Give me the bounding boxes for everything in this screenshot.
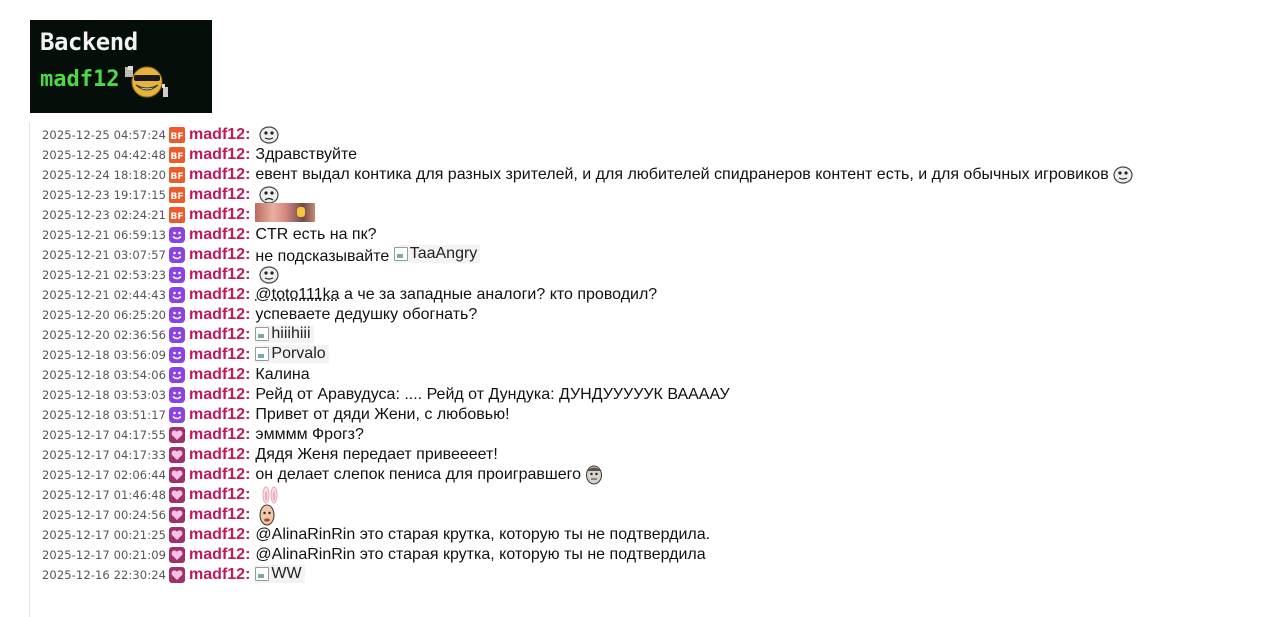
message-timestamp: 2025-12-25 04:57:24 [42,128,167,142]
message-username[interactable]: madf12: [189,306,251,323]
man-face-emote-icon [581,466,603,483]
emote-alt-text: Porvalo [271,344,326,362]
bf-badge-icon [169,207,185,223]
chat-message-row [42,565,1242,585]
message-text [255,465,603,485]
message-text [255,504,275,526]
bf-badge-icon [169,167,185,183]
broken-image-icon [255,347,269,361]
broken-emote-image [255,325,313,343]
message-text [255,446,497,464]
broken-image-icon [394,247,408,261]
svg-text:BF: BF [170,152,184,162]
message-username[interactable]: madf12: [189,126,251,143]
chat-message-row [42,185,1242,205]
message-username[interactable]: madf12: [189,506,251,523]
user-mention[interactable]: @toto111ka [255,286,340,303]
message-timestamp: 2025-12-20 02:36:56 [42,328,167,342]
chat-message-row [42,345,1242,365]
message-username[interactable]: madf12: [189,566,251,583]
message-body: Привет от дяди Жени, с любовью! [255,406,510,423]
message-text [255,526,710,544]
message-text [255,426,363,444]
message-body: Рейд от Аравудуса: .... Рейд от Дундука: ДУНДУУУУУК ВААААУ [255,386,730,403]
message-username[interactable]: madf12: [189,166,251,183]
broken-emote-image [394,245,481,263]
message-timestamp: 2025-12-17 02:06:44 [42,468,167,482]
bf-badge-icon [169,147,185,163]
heart-badge-icon [169,527,185,543]
message-body: CTR есть на пк? [255,226,377,243]
heart-badge-icon [169,547,185,563]
broken-image-icon [255,327,269,341]
message-username[interactable]: madf12: [189,346,251,363]
message-timestamp: 2025-12-18 03:54:06 [42,368,167,382]
purple-smile-badge-icon [169,307,185,323]
message-timestamp: 2025-12-24 18:18:20 [42,168,167,182]
message-timestamp: 2025-12-17 00:21:25 [42,528,167,542]
purple-smile-badge-icon [169,227,185,243]
message-body: успеваете дедушку обогнать? [255,306,478,323]
message-text [255,186,279,204]
header-title: Backend [40,28,138,56]
message-body: он делает слепок пениса для проигравшего [255,466,582,484]
message-timestamp: 2025-12-17 04:17:55 [42,428,167,442]
message-username[interactable]: madf12: [189,546,251,563]
message-text [255,345,328,366]
sad-face-emote-icon [255,186,279,203]
message-body: а че за западные аналоги? кто проводил? [339,286,658,303]
purple-smile-badge-icon [169,287,185,303]
message-text [255,245,480,266]
purple-smile-badge-icon [169,267,185,283]
channel-header-banner [30,20,212,113]
message-text [255,546,705,564]
message-timestamp: 2025-12-23 19:17:15 [42,188,167,202]
message-body: евент выдал контика для разных зрителей, и для любителей спидранеров контент есть, и для обычных игровиков [255,166,1109,184]
header-username: madf12 [40,67,120,92]
message-text [255,166,1132,184]
message-text [255,226,376,244]
message-username[interactable]: madf12: [189,426,251,443]
broken-image-icon [255,567,269,581]
purple-smile-badge-icon [169,327,185,343]
message-text [255,485,281,505]
message-username[interactable]: madf12: [189,206,251,223]
heart-badge-icon [169,447,185,463]
chat-message-row [42,125,1242,145]
purple-smile-badge-icon [169,247,185,263]
message-timestamp: 2025-12-18 03:51:17 [42,408,167,422]
message-text [255,306,477,324]
message-text [255,286,657,304]
emote-alt-text: hiiihiii [271,324,311,342]
message-text [255,126,279,144]
chat-message-row [42,505,1242,525]
chat-message-row [42,525,1242,545]
message-timestamp: 2025-12-25 04:42:48 [42,148,167,162]
purple-smile-badge-icon [169,347,185,363]
message-username[interactable]: madf12: [189,446,251,463]
chat-message-row [42,405,1242,425]
bald-face-emote-icon [255,506,275,523]
message-username[interactable]: madf12: [189,366,251,383]
broken-emote-image [255,345,328,363]
message-username[interactable]: madf12: [189,326,251,343]
message-body: Дядя Женя передает привеееет! [255,446,498,463]
message-username[interactable]: madf12: [189,286,251,303]
message-username[interactable]: madf12: [189,226,251,243]
heart-badge-icon [169,507,185,523]
message-username[interactable]: madf12: [189,466,251,483]
message-timestamp: 2025-12-20 06:25:20 [42,308,167,322]
image-thumbnail [255,209,315,226]
message-timestamp: 2025-12-18 03:56:09 [42,348,167,362]
message-username[interactable]: madf12: [189,266,251,283]
message-body: эмммм Фрогз? [255,426,364,443]
message-timestamp: 2025-12-17 00:24:56 [42,508,167,522]
svg-text:BF: BF [170,212,184,222]
heart-badge-icon [169,427,185,443]
message-text [255,266,279,284]
message-text [255,366,309,384]
header-username-row [40,63,202,97]
message-text [255,203,315,227]
message-text [255,325,313,346]
message-body: @AlinaRinRin это старая крутка, которую ты не подтвердила [255,546,706,563]
message-timestamp: 2025-12-23 02:24:21 [42,208,167,222]
message-timestamp: 2025-12-21 06:59:13 [42,228,167,242]
chat-message-row [42,425,1242,445]
bf-badge-icon [169,127,185,143]
chat-message-row [42,545,1242,565]
message-username[interactable]: madf12: [189,146,251,163]
chat-message-row [42,265,1242,285]
chat-message-row [42,365,1242,385]
heart-badge-icon [169,487,185,503]
message-timestamp: 2025-12-16 22:30:24 [42,568,167,582]
purple-smile-badge-icon [169,407,185,423]
chat-message-row [42,465,1242,485]
chat-message-row [42,245,1242,265]
message-text [255,406,509,424]
message-username[interactable]: madf12: [189,526,251,543]
emote-alt-text: TaaAngry [409,244,478,262]
chat-message-row [42,445,1242,465]
message-username[interactable]: madf12: [189,386,251,403]
chat-message-row [42,165,1242,185]
message-timestamp: 2025-12-17 00:21:09 [42,548,167,562]
message-username[interactable]: madf12: [189,186,251,203]
message-text [255,386,729,404]
message-timestamp: 2025-12-21 02:44:43 [42,288,167,302]
face-emote-icon [1109,166,1133,183]
message-username[interactable]: madf12: [189,246,251,263]
log-left-border [29,122,30,617]
purple-smile-badge-icon [169,387,185,403]
message-timestamp: 2025-12-21 03:07:57 [42,248,167,262]
heart-badge-icon [169,467,185,483]
heart-badge-icon [169,567,185,583]
chat-message-row [42,485,1242,505]
sunglasses-smiley-icon [125,65,171,99]
message-timestamp: 2025-12-17 01:46:48 [42,488,167,502]
message-text [255,146,357,164]
chat-message-row [42,205,1242,225]
face-emote-icon [255,126,279,143]
message-timestamp: 2025-12-17 04:17:33 [42,448,167,462]
svg-text:BF: BF [170,132,184,142]
message-username[interactable]: madf12: [189,406,251,423]
bf-badge-icon [169,187,185,203]
message-body: не подсказывайте [255,247,390,265]
message-timestamp: 2025-12-21 02:53:23 [42,268,167,282]
message-body: @AlinaRinRin это старая крутка, которую ты не подтвердила. [255,526,711,543]
broken-emote-image [255,565,304,583]
emote-alt-text: WW [271,564,302,582]
chat-message-row [42,385,1242,405]
bunny-ears-emote-icon [255,486,281,503]
message-timestamp: 2025-12-18 03:53:03 [42,388,167,402]
svg-text:BF: BF [170,192,184,202]
message-username[interactable]: madf12: [189,486,251,503]
chat-log [42,125,1242,585]
chat-message-row [42,225,1242,245]
svg-text:BF: BF [170,172,184,182]
chat-message-row [42,285,1242,305]
message-body: Здравствуйте [255,146,357,163]
chat-message-row [42,325,1242,345]
message-body: Калина [255,366,310,383]
purple-smile-badge-icon [169,367,185,383]
chat-message-row [42,305,1242,325]
message-text [255,565,304,586]
chat-message-row [42,145,1242,165]
face-emote-icon [255,266,279,283]
